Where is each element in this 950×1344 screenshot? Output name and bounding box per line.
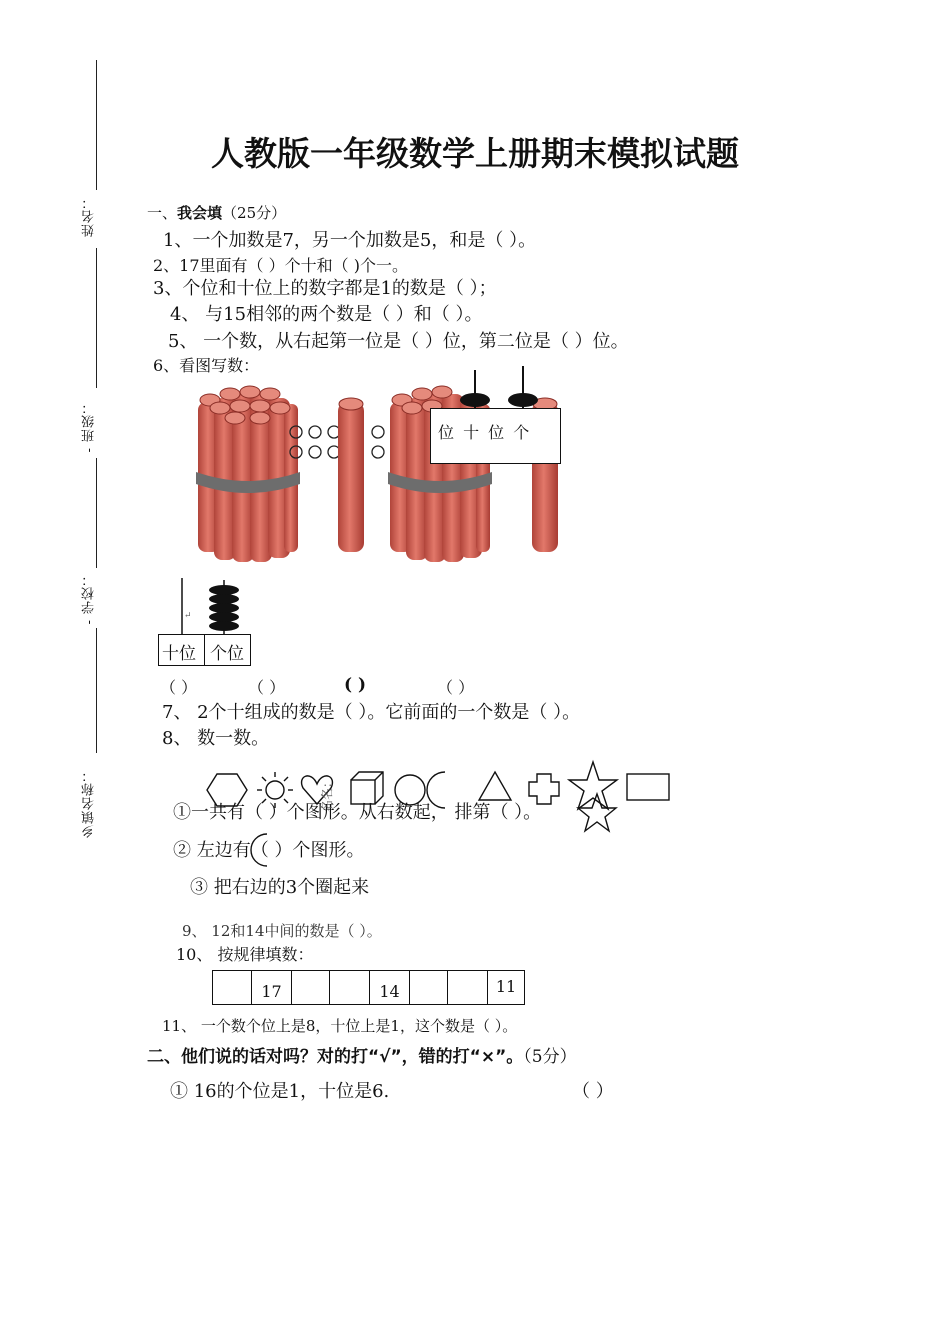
coil-symbols [290, 426, 384, 458]
question-3: 3、个位和十位上的数字都是1的数是（ ）； [153, 278, 497, 299]
abacus-1-label: 位 十 位 个 [438, 423, 532, 442]
sequence-cell: 11 [487, 970, 525, 1005]
star-shape [569, 762, 617, 809]
margin-line [96, 628, 97, 753]
abacus-2-ones-label: 个位 [210, 644, 244, 664]
answer-blank-3[interactable]: ( ) [344, 675, 367, 695]
question-8-part-3: ③ 把右边的3个圈起来 [190, 877, 370, 898]
rectangle-shape [627, 774, 669, 800]
section1-score: （25分） [222, 204, 287, 222]
question-8-part-1: ①一共有（ ）个图形。从右数起， 排第（ ）。 [173, 802, 542, 823]
sequence-cell: 14 [369, 970, 410, 1005]
section2-question-1: ① 16的个位是1，十位是6. [170, 1081, 390, 1102]
svg-text:↵: ↵ [184, 611, 192, 621]
section2-heading [147, 1042, 577, 1067]
town-label: 乡镇名称： [82, 768, 97, 838]
section1-prefix: 一、 [147, 204, 178, 222]
cube-shape [351, 772, 383, 804]
question-5: 5、 一个数，从右起第一位是（ ）位，第二位是（ ）位。 [168, 331, 629, 352]
section2-title: 二、他们说的话对吗？对的打“√”，错的打“×”。 [147, 1047, 524, 1067]
stick-bundle-1 [196, 386, 300, 562]
sequence-cell[interactable] [447, 970, 488, 1005]
sequence-cell[interactable] [212, 970, 252, 1005]
answer-blank-4[interactable]: （ ） [437, 678, 475, 697]
hexagon-shape [207, 774, 247, 806]
question-2: 2、17里面有（ ）个十和（ )个一。 [153, 256, 408, 275]
crescent-shape [427, 772, 445, 808]
sequence-cell[interactable] [409, 970, 448, 1005]
triangle-shape [479, 772, 511, 800]
question-8-part-2: ② 左边有（ ）个图形。 [173, 840, 365, 861]
answer-blank-1[interactable]: （ ） [160, 678, 198, 697]
sun-shape [257, 772, 293, 808]
question-8: 8、 数一数。 [162, 728, 270, 749]
question-9: 9、 12和14中间的数是（ ）。 [182, 922, 382, 940]
cross-shape [529, 774, 559, 804]
page-title: 人教版一年级数学上册期末模拟试题 [211, 134, 739, 173]
abacus-2 [158, 576, 250, 640]
section1-title: 我会填 [177, 204, 223, 222]
section1-heading [147, 202, 286, 223]
question-6: 6、看图写数： [153, 356, 260, 375]
section2-question-1-blank[interactable]: （ ） [572, 1081, 614, 1102]
question-7: 7、 2个十组成的数是（ ）。它前面的一个数是（ ）。 [162, 702, 581, 723]
star-shape-small [578, 794, 616, 831]
sequence-cell[interactable] [329, 970, 370, 1005]
margin-line [96, 248, 97, 388]
question-11: 11、 一个数个位上是8，十位上是1，这个数是（ ）。 [162, 1017, 518, 1035]
question-4: 4、 与15相邻的两个数是（ ）和（ ）。 [170, 304, 483, 325]
single-stick-1 [338, 398, 364, 552]
name-label: 姓名： [82, 195, 97, 237]
circle-shape [395, 775, 425, 805]
margin-line [96, 458, 97, 568]
school-label: - 学校： [82, 572, 97, 625]
sequence-cell[interactable] [291, 970, 330, 1005]
abacus-2-tens-label: 十位 [162, 644, 196, 664]
question-10: 10、 按规律填数： [176, 945, 314, 964]
answer-blank-2[interactable]: （ ） [248, 678, 286, 697]
svg-text:名名：: 名名： [320, 775, 334, 812]
class-label: - 班级： [82, 400, 97, 453]
question-1: 1、一个加数是7，另一个加数是5，和是（ ）。 [163, 230, 537, 251]
section2-score: （5分） [523, 1047, 577, 1067]
sequence-cell: 17 [251, 970, 292, 1005]
